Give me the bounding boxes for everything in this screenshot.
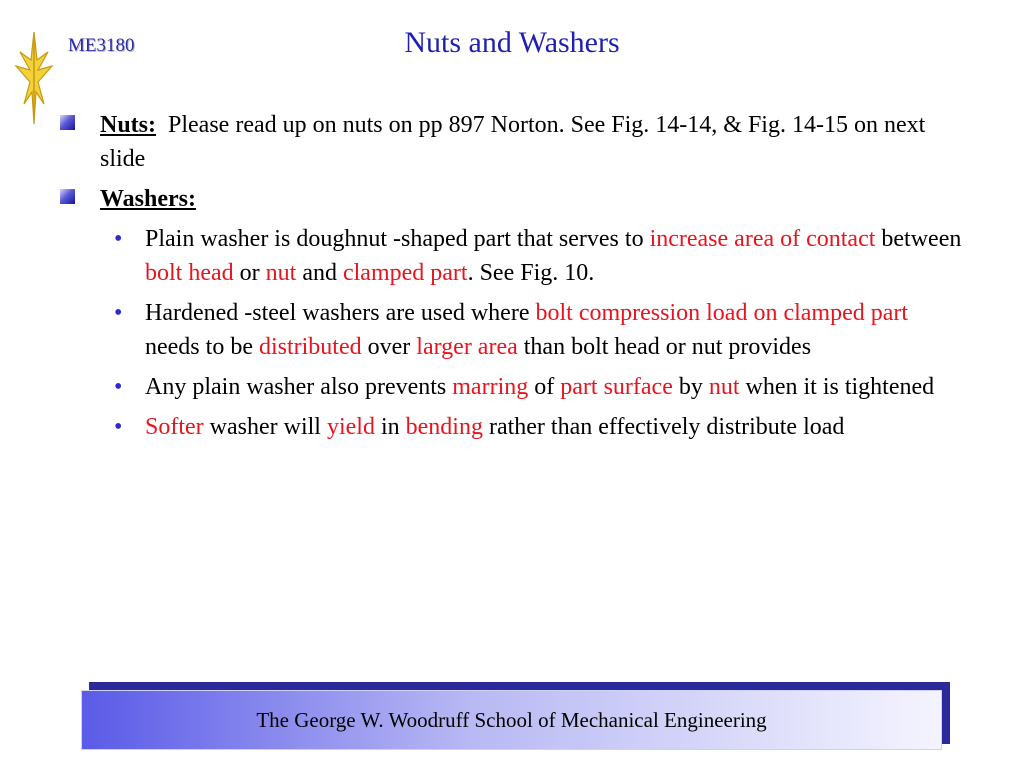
bullet-text-nuts: Please read up on nuts on pp 897 Norton. See Fig. 14-14, & Fig. 14-15 on next slide [100, 112, 932, 172]
bullet-nuts [60, 108, 965, 176]
sub-bullet [60, 222, 974, 290]
highlight-text: bolt compression load on clamped part [535, 300, 909, 326]
round-bullet-icon: • [114, 414, 123, 440]
sub-bullet [60, 296, 965, 364]
text-run: rather than effectively distribute load [482, 414, 845, 440]
highlight-text: larger area [416, 334, 518, 360]
bullet-label-nuts: Nuts: [100, 112, 157, 138]
text-run: between [875, 226, 974, 252]
sub-bullet [60, 410, 965, 444]
text-run: and [296, 260, 343, 286]
bullet-washers [60, 182, 965, 216]
highlight-text: marring [452, 374, 529, 400]
round-bullet-icon: • [114, 300, 123, 326]
bullet-label-washers: Washers: [100, 186, 196, 212]
highlight-text: distributed [258, 334, 362, 360]
round-bullet-icon: • [114, 226, 123, 252]
sub-bullet [60, 370, 965, 404]
text-run: . See Fig. 10. [467, 260, 595, 286]
text-run: needs to be [145, 300, 915, 360]
highlight-text: nut [265, 260, 297, 286]
highlight-text: increase area of contact [649, 226, 876, 252]
text-run: when it is tightened [739, 374, 935, 400]
highlight-text: bending [405, 414, 483, 440]
text-run: Hardened -steel washers are used where [145, 300, 536, 326]
footer-banner [81, 690, 942, 750]
highlight-text: nut [708, 374, 740, 400]
footer-text: The George W. Woodruff School of Mechanical Engineering [256, 708, 767, 732]
highlight-text: yield [326, 414, 375, 440]
text-run: in [374, 414, 406, 440]
text-run: by [672, 374, 709, 400]
highlight-text: clamped part [342, 260, 468, 286]
round-bullet-icon: • [114, 374, 123, 400]
text-run: over [361, 334, 417, 360]
text-run: or [233, 260, 266, 286]
square-bullet-icon [60, 189, 75, 204]
highlight-text: part surface [560, 374, 673, 400]
slide-content [60, 108, 974, 450]
course-code: ME3180 [68, 35, 135, 56]
text-run: Plain washer is doughnut -shaped part that serves to [145, 226, 650, 252]
highlight-text: bolt head [145, 260, 234, 286]
text-run: than bolt head or nut provides [517, 334, 812, 360]
text-run: Any plain washer also prevents [145, 374, 453, 400]
slide-title: Nuts and Washers [404, 26, 620, 59]
text-run: of [528, 374, 561, 400]
square-bullet-icon [60, 115, 75, 130]
text-run: washer will [203, 414, 327, 440]
highlight-text: Softer [145, 414, 204, 440]
